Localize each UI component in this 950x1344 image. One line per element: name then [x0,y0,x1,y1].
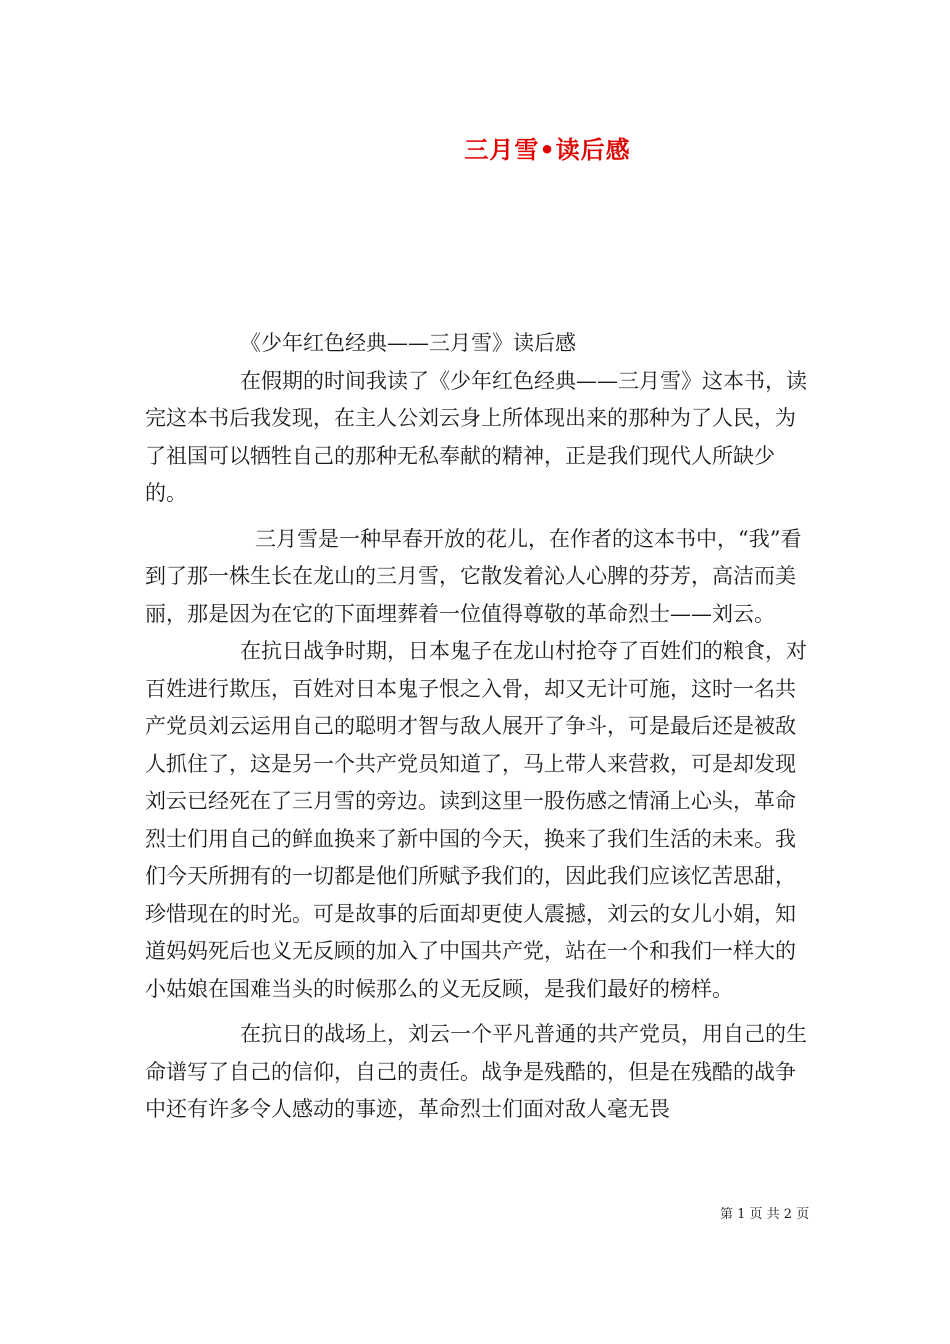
document-title: 三月雪•读后感 [464,136,631,164]
paragraph-3: 在抗日战争时期，日本鬼子在龙山村抢夺了百姓们的粮食，对百姓进行欺压，百姓对日本鬼子恨之入骨，却又无计可施，这时一名共产党员刘云运用自己的聪明才智与敌人展开了争斗，可是最后还是被敌人抓住了，这是另一个共产党员知道了，马上带人来营救，可是却发现刘云已经死在了三月雪的旁边。读到这里一股伤感之情涌上心头，革命烈士们用自己的鲜血换来了新中国的今天，换来了我们生活的未来。我们今天所拥有的一切都是他们所赋予我们的，因此我们应该忆苦思甜，珍惜现在的时光。可是故事的后面却更使人震撼，刘云的女儿小娟，知道妈妈死后也义无反顾的加入了中国共产党，站在一个和我们一样大的小姑娘在国难当头的时候那么的义无反顾，是我们最好的榜样。 [145,639,807,1001]
article-subtitle: 《少年红色经典——三月雪》读后感 [240,331,576,355]
paragraph-4: 在抗日的战场上，刘云一个平凡普通的共产党员，用自己的生命谱写了自己的信仰，自己的责任。战争是残酷的，但是在残酷的战争中还有许多令人感动的事迹，革命烈士们面对敌人毫无畏 [145,1022,807,1121]
paragraph-1: 在假期的时间我读了《少年红色经典——三月雪》这本书，读完这本书后我发现，在主人公刘云身上所体现出来的那种为了人民，为了祖国可以牺牲自己的那种无私奉献的精神，正是我们现代人所缺少的。 [145,368,807,505]
document-body [145,325,815,1129]
paragraph-2: 三月雪是一种早春开放的花儿，在作者的这本书中，“我”看到了那一株生长在龙山的三月雪，它散发着沁人心脾的芬芳，高洁而美丽，那是因为在它的下面埋葬着一位值得尊敬的革命烈士——刘云。 [145,526,802,626]
page-number-footer: 第 1 页 共 2 页 [720,1207,810,1222]
